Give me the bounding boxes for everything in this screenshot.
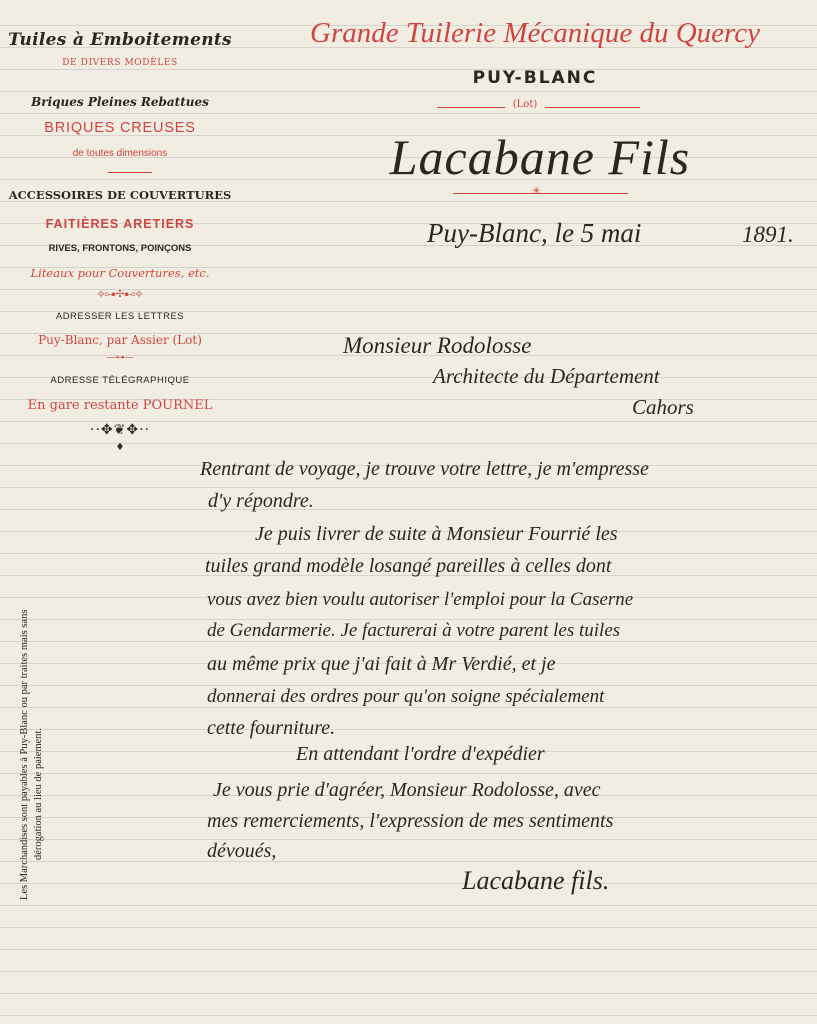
tiles-heading: Tuiles à Emboitements [8,30,232,50]
dept-rule-left [437,107,505,108]
ridge-tiles-line: FAITIÈRES ARETIERS [45,217,195,231]
company-name: Grande Tuilerie Mécanique du Quercy [310,17,760,49]
signature: Lacabane fils. [462,866,610,895]
hollow-bricks-line: BRIQUES CREUSES [44,120,196,136]
postal-address: Puy-Blanc, par Assier (Lot) [38,333,202,347]
date-year: 1891. [742,222,794,247]
rives-line: RIVES, FRONTONS, POINÇONS [48,243,192,254]
owner-name: Lacabane Fils [389,129,691,185]
solid-bricks-line: Briques Pleines Rebattues [31,95,209,109]
body-line: d'y répondre. [208,490,314,512]
body-line: Je vous prie d'agréer, Monsieur Rodolosse, avec [213,779,601,801]
models-subheading: DE DIVERS MODÈLES [62,58,178,68]
owner-rule [453,193,628,194]
ornament-flourish: ··✥❦✥·· [90,422,150,438]
telegraph-label: ADRESSE TÉLÉGRAPHIQUE [50,375,190,386]
address-label: ADRESSER LES LETTRES [55,311,185,322]
payment-terms-line-1: Les Marchandises sont payables à Puy-Blanc ou par traites mais sans [19,609,30,900]
body-line: Rentrant de voyage, je trouve votre lettre, je m'empresse [200,458,649,480]
date-place: Puy-Blanc, le 5 mai [427,218,642,248]
dimensions-line: de toutes dimensions [72,148,168,159]
roofing-accessories-line: ACCESSOIRES DE COUVERTURES [8,188,232,202]
recipient-title: Architecte du Département [433,364,660,388]
body-line: tuiles grand modèle losangé pareilles à celles dont [205,555,612,577]
ornament-drop: ♦ [115,442,125,453]
ornament-1: ⟡⊶✣⊷⟡ [97,287,143,300]
body-line: vous avez bien voulu autoriser l'emploi pour la Caserne [207,589,634,610]
payment-terms-line-2: dérogation au lieu de paiement. [33,727,44,860]
payment-terms-note [18,610,46,900]
liteaux-line: Liteaux pour Couvertures, etc. [30,266,210,280]
owner-rule-ornament: ✳ [532,186,541,197]
body-line: de Gendarmerie. Je facturerai à votre parent les tuiles [207,620,621,641]
ornament-2: —⊶— [106,353,134,363]
body-line: En attendant l'ordre d'expédier [296,743,545,765]
body-line: donnerai des ordres pour qu'on soigne spécialement [207,686,605,707]
telegraph-address: En gare restante POURNEL [27,398,213,413]
body-line: dévoués, [207,840,277,862]
recipient-name: Monsieur Rodolosse [343,333,532,358]
department: (Lot) [512,99,538,110]
town-name: PUY-BLANC [472,68,598,88]
divider-1 [108,172,152,173]
body-line: Je puis livrer de suite à Monsieur Fourrié les [255,523,618,545]
recipient-city: Cahors [632,395,694,419]
dept-rule-right [545,107,640,108]
body-line: cette fourniture. [207,717,336,739]
body-line: mes remerciements, l'expression de mes sentiments [207,810,614,832]
body-line: au même prix que j'ai fait à Mr Verdié, et je [207,653,556,675]
